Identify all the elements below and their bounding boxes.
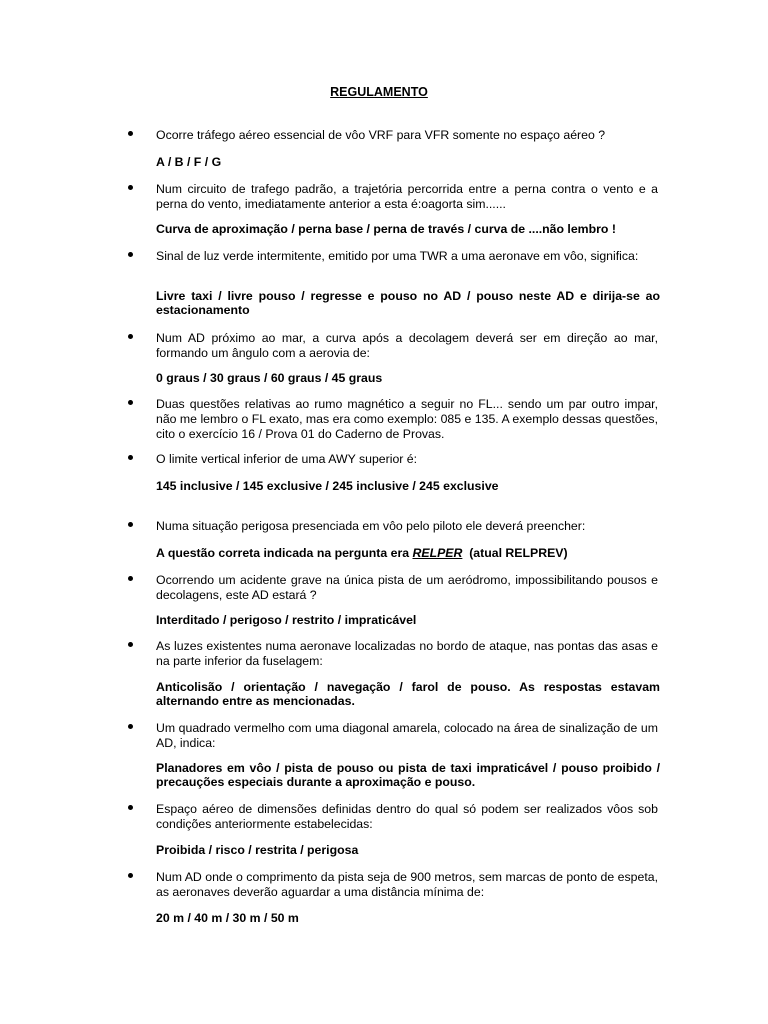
bullet-icon bbox=[128, 805, 133, 810]
question-text: As luzes existentes numa aeronave localizadas no bordo de ataque, nas pontas das asas e na parte inferior da fuselagem: bbox=[156, 639, 658, 668]
answer-text: 145 inclusive / 145 exclusive / 245 inclusive / 245 exclusive bbox=[156, 479, 499, 493]
answer-text: Interditado / perigoso / restrito / impraticável bbox=[156, 613, 417, 627]
question-text: Ocorre tráfego aéreo essencial de vôo VRF para VFR somente no espaço aéreo ? bbox=[156, 128, 606, 142]
answer-text bbox=[156, 546, 660, 560]
bullet-icon bbox=[128, 576, 133, 581]
bullet-icon bbox=[128, 185, 133, 190]
question-text: Numa situação perigosa presenciada em vôo pelo piloto ele deverá preencher: bbox=[156, 519, 586, 533]
question-text: Espaço aéreo de dimensões definidas dentro do qual só podem ser realizados vôos sob condições anteriormente estabelecidas: bbox=[156, 802, 658, 831]
question-text: Duas questões relativas ao rumo magnético a seguir no FL... sendo um par outro impar, não me lembro o FL exato, mas era como exemplo: 085 e 135. A exemplo dessas questões, cito o exercício 16 / Prova 01 do Caderno de Provas. bbox=[156, 397, 658, 441]
bullet-icon bbox=[128, 252, 133, 257]
answer-prefix: A questão correta indicada na pergunta era bbox=[156, 546, 413, 560]
answer-text: Anticolisão / orientação / navegação / farol de pouso. As respostas estavam alternando entre as mencionadas. bbox=[156, 680, 660, 708]
bullet-icon bbox=[128, 131, 133, 136]
bullet-icon bbox=[128, 873, 133, 878]
question-text: Sinal de luz verde intermitente, emitido por uma TWR a uma aeronave em vôo, significa: bbox=[156, 249, 639, 263]
document-title: REGULAMENTO bbox=[330, 85, 428, 99]
answer-text: Planadores em vôo / pista de pouso ou pista de taxi impraticável / pouso proibido / precauções especiais durante a aproximação e pouso. bbox=[156, 761, 660, 789]
bullet-icon bbox=[128, 522, 133, 527]
answer-text: 0 graus / 30 graus / 60 graus / 45 graus bbox=[156, 371, 383, 385]
question-text: Num AD onde o comprimento da pista seja de 900 metros, sem marcas de ponto de espeta, as aeronaves deverão aguardar a uma distância mínima de: bbox=[156, 870, 658, 899]
question-text: Num circuito de trafego padrão, a trajetória percorrida entre a perna contra o vento e a perna do vento, imediatamente anterior a esta é:oagorta sim...... bbox=[156, 182, 658, 211]
answer-text: Curva de aproximação / perna base / perna de través / curva de ....não lembro ! bbox=[156, 222, 616, 236]
bullet-icon bbox=[128, 400, 133, 405]
question-text: Ocorrendo um acidente grave na única pista de um aeródromo, impossibilitando pousos e decolagens, este AD estará ? bbox=[156, 573, 658, 602]
bullet-icon bbox=[128, 642, 133, 647]
answer-text: 20 m / 40 m / 30 m / 50 m bbox=[156, 911, 299, 925]
question-text: Num AD próximo ao mar, a curva após a decolagem deverá ser em direção ao mar, formando um ângulo com a aerovia de: bbox=[156, 331, 658, 360]
answer-text: Proibida / risco / restrita / perigosa bbox=[156, 843, 359, 857]
answer-suffix: (atual RELPREV) bbox=[462, 546, 568, 560]
answer-text: A / B / F / G bbox=[156, 155, 222, 169]
answer-text: Livre taxi / livre pouso / regresse e pouso no AD / pouso neste AD e dirija-se ao estacionamento bbox=[156, 289, 660, 317]
bullet-icon bbox=[128, 455, 133, 460]
question-text: O limite vertical inferior de uma AWY superior é: bbox=[156, 452, 418, 466]
bullet-icon bbox=[128, 724, 133, 729]
question-text: Um quadrado vermelho com uma diagonal amarela, colocado na área de sinalização de um AD, indica: bbox=[156, 721, 658, 750]
answer-emphasis: RELPER bbox=[412, 546, 463, 560]
bullet-icon bbox=[128, 334, 133, 339]
